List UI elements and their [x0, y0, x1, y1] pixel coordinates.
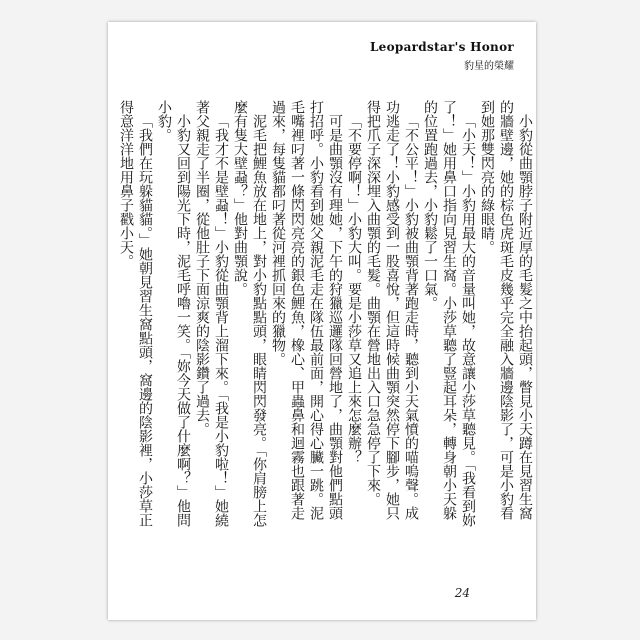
- running-header: [370, 40, 514, 72]
- paragraph: 「不公平！」小豹被曲顎背著跑走時，聽到小天氣憤的喵嗚聲。成功逃走了！小豹感受到一股喜悅，但這時候曲顎突然停下腳步，她只得把爪子深深埋入曲顎的毛髮。曲顎在營地出入口急急停了下來。: [365, 100, 419, 520]
- paragraph: 可是曲顎沒有理她，下午的狩獵巡邏隊回營地了，曲顎對他們點頭打招呼。小豹看到她父親泥毛走在隊伍最前面，開心得心臟一跳。泥毛嘴裡叼著一條閃閃亮亮的銀色鯉魚，橡心、甲蟲鼻和迴霧也跟著走過來，每隻貓都叼著從河裡抓回來的獵物。: [270, 100, 343, 520]
- vertical-body-text: [118, 100, 534, 532]
- paragraph: 「小天！」小豹用最大的音量叫她，故意讓小莎草聽見。「我看到妳了！」她用鼻口指向見習生窩。小莎草聽了豎起耳朵，轉身朝小天躲的位置跑過去，小豹鬆了一口氣。: [422, 100, 476, 527]
- paragraph: 小豹從曲顎脖子附近厚的毛髮之中抬起頭，瞥見小天蹲在見習生窩的牆壁邊，她的棕色虎斑毛皮幾乎完全融入牆邊陰影了，可是小豹看到她那雙閃亮的綠眼睛。: [479, 100, 533, 520]
- paragraph: 「我們在玩躲貓貓。」她朝見習生窩點頭，窩邊的陰影裡，小莎草正得意洋洋地用鼻子戳小天。: [118, 100, 153, 527]
- book-title-chinese: 豹星的榮耀: [464, 61, 514, 72]
- paragraph: 「我才不是壁蝨！」小豹從曲顎背上溜下來。「我是小豹啦！」她繞著父親走了半圈，從他肚子下面涼爽的陰影鑽了過去。: [194, 100, 229, 527]
- paragraph: 小豹又回到陽光下時，泥毛呼嚕一笑。「妳今天做了什麼啊？」他問小豹。: [156, 100, 191, 527]
- paragraph: 泥毛把鯉魚放在地上，對小豹點點頭，眼睛閃閃發亮。「你肩膀上怎麼有隻大壁蝨？」他對曲顎說。: [232, 100, 267, 527]
- page-number: 24: [454, 586, 470, 600]
- book-title-english: Leopardstar's Honor: [369, 40, 514, 54]
- paragraph: 「不要停啊！」小豹大叫。要是小莎草又追上來怎麼辦？: [346, 114, 362, 464]
- book-page: [108, 22, 536, 620]
